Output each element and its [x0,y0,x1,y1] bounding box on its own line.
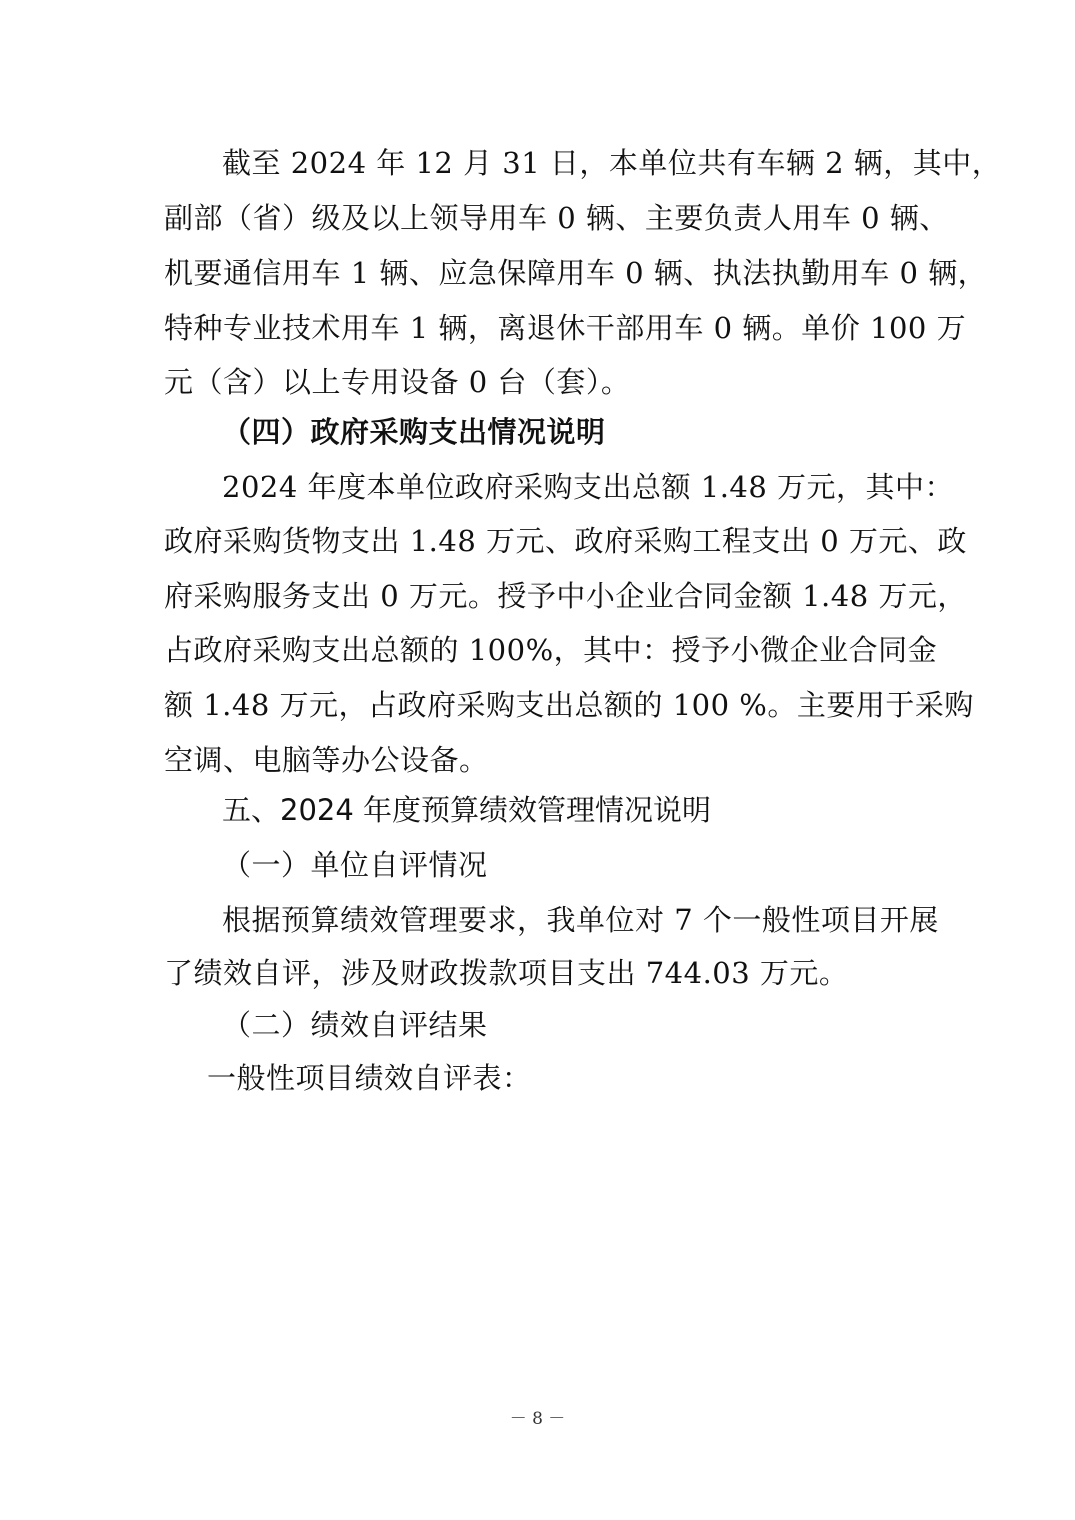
paragraph-line: 副部（省）级及以上领导用车 0 辆、主要负责人用车 0 辆、 [164,201,949,235]
paragraph-line: 空调、电脑等办公设备。 [164,743,489,777]
heading-procurement: （四）政府采购支出情况说明 [222,415,606,449]
heading-evaluation-results: （二）绩效自评结果 [222,1008,488,1042]
paragraph-line: 额 1.48 万元，占政府采购支出总额的 100 %。主要用于采购 [164,688,974,722]
table-caption: 一般性项目绩效自评表： [207,1061,532,1095]
page-number: － 8 － [509,1409,566,1429]
paragraph-line: 2024 年度本单位政府采购支出总额 1.48 万元，其中： [222,470,955,504]
paragraph-line: 元（含）以上专用设备 0 台（套）。 [164,365,631,399]
paragraph-line: 根据预算绩效管理要求，我单位对 7 个一般性项目开展 [222,903,939,937]
paragraph-line: 机要通信用车 1 辆、应急保障用车 0 辆、执法执勤用车 0 辆， [164,256,988,290]
paragraph-line: 了绩效自评，涉及财政拨款项目支出 744.03 万元。 [164,956,849,990]
paragraph-line: 占政府采购支出总额的 100%，其中：授予小微企业合同金 [164,633,938,667]
paragraph-line: 府采购服务支出 0 万元。授予中小企业合同金额 1.48 万元， [164,579,967,613]
heading-self-evaluation: （一）单位自评情况 [222,848,488,882]
paragraph-line: 特种专业技术用车 1 辆，离退休干部用车 0 辆。单价 100 万 [164,311,967,345]
heading-section-5: 五、2024 年度预算绩效管理情况说明 [222,793,712,827]
paragraph-line: 政府采购货物支出 1.48 万元、政府采购工程支出 0 万元、政 [164,524,967,558]
paragraph-line: 截至 2024 年 12 月 31 日，本单位共有车辆 2 辆，其中， [222,146,1002,180]
